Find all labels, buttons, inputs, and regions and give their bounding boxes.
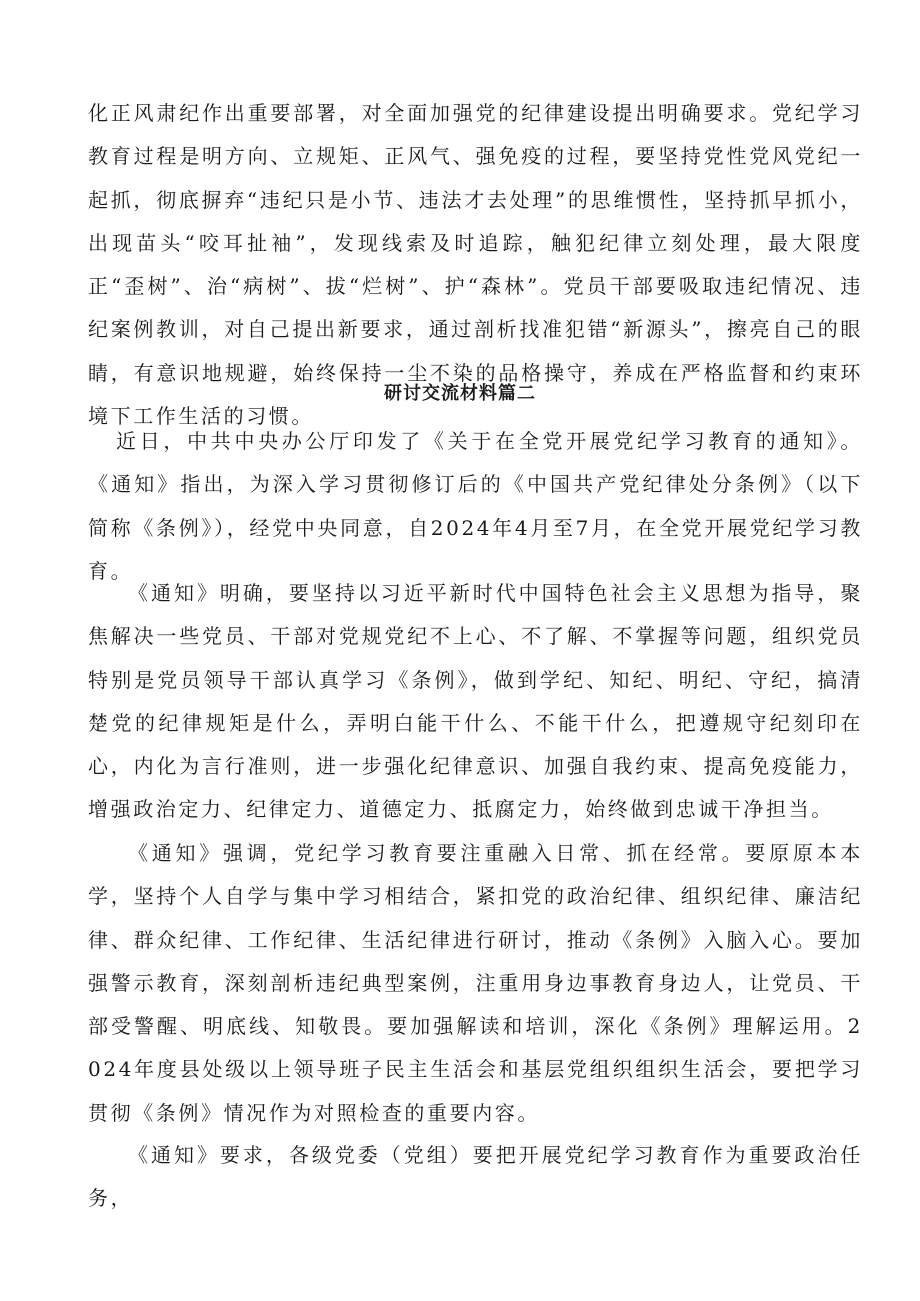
body-paragraph-5: 《通知》要求，各级党委（党组）要把开展党纪学习教育作为重要政治任务， [88,1143,863,1211]
body-paragraph-3: 《通知》明确，要坚持以习近平新时代中国特色社会主义思想为指导，聚焦解决一些党员、干部对党规党纪不上心、不了解、不掌握等问题，组织党员特别是党员领导干部认真学习《条例》，做到学纪、知纪、明纪、守纪，搞清楚党的纪律规矩是什么，弄明白能干什么、不能干什么，把遵规守纪刻印在心，内化为言行准则，进一步强化纪律意识、加强自我约束、提高免疫能力，增强政治定力、纪律定力、道德定力、抵腐定力，始终做到忠诚干净担当。 [88,581,863,822]
body-paragraph-4: 《通知》强调，党纪学习教育要注重融入日常、抓在经常。要原原本本学，坚持个人自学与集中学习相结合，紧扣党的政治纪律、组织纪律、廉洁纪律、群众纪律、工作纪律、生活纪律进行研讨，推动《条例》入脑入心。要加强警示教育，深刻剖析违纪典型案例，注重用身边事教育身边人，让党员、干部受警醒、明底线、知敬畏。要加强解读和培训，深化《条例》理解运用。2024年度县处级以上领导班子民主生活会和基层党组织组织生活会，要把学习贯彻《条例》情况作为对照检查的重要内容。 [88,841,863,1125]
body-paragraph-1: 化正风肃纪作出重要部署，对全面加强党的纪律建设提出明确要求。党纪学习教育过程是明方向、立规矩、正风气、强免疫的过程，要坚持党性党风党纪一起抓，彻底摒弃“违纪只是小节、违法才去处理”的思维惯性，坚持抓早抓小，出现苗头“咬耳扯袖”，发现线索及时追踪，触犯纪律立刻处理，最大限度正“歪树”、治“病树”、拔“烂树”、护“森林”。党员干部要吸取违纪情况、违纪案例教训，对自己提出新要求，通过剖析找准犯错“新源头”，擦亮自己的眼睛，有意识地规避，始终保持一尘不染的品格操守，养成在严格监督和约束环境下工作生活的习惯。 [88,101,863,429]
body-paragraph-2: 近日，中共中央办公厅印发了《关于在全党开展党纪学习教育的通知》。《通知》指出，为深入学习贯彻修订后的《中国共产党纪律处分条例》（以下简称《条例》），经党中央同意，自2024年4月至7月，在全党开展党纪学习教育。 [88,429,863,583]
section-heading: 研讨交流材料篇二 [384,383,536,404]
